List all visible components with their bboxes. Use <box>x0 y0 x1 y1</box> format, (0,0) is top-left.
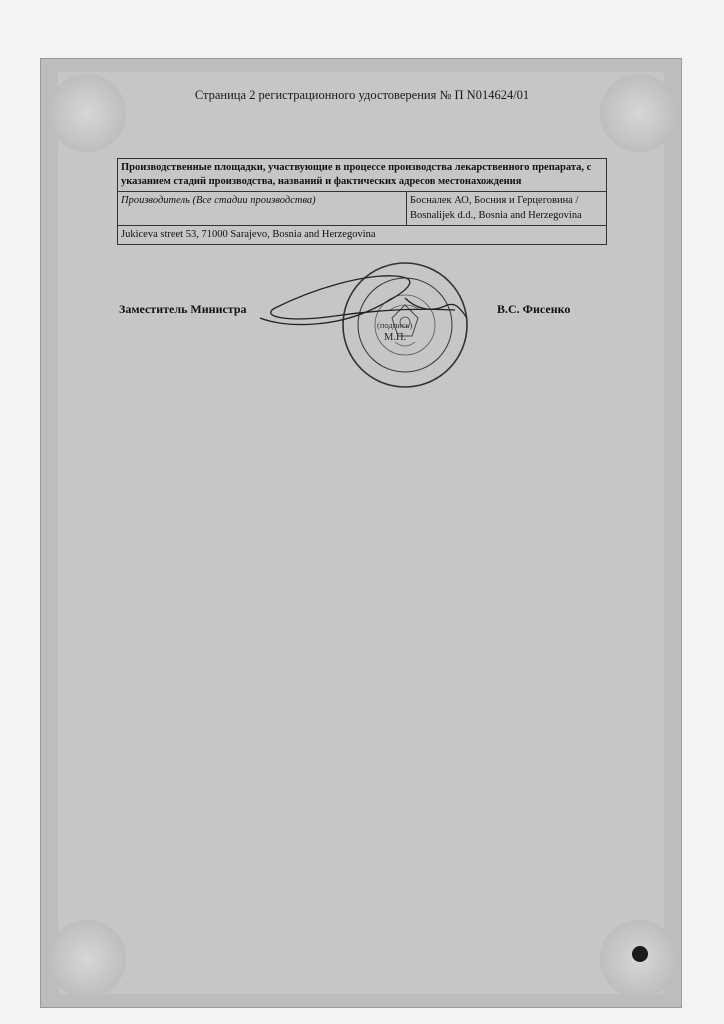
table-row <box>118 225 607 244</box>
table-row <box>118 192 607 225</box>
page-header: Страница 2 регистрационного удостоверения № П N014624/01 <box>194 88 530 102</box>
corner-ornament-top-left <box>48 74 126 152</box>
punch-hole <box>632 946 648 962</box>
table-row <box>118 159 607 192</box>
corner-ornament-top-right <box>600 74 678 152</box>
manufacturer-name: Босналек АО, Босния и Герцеговина / Bosnalijek d.d., Bosnia and Herzegovina <box>407 192 607 225</box>
signatory-position: Заместитель Министра <box>119 302 247 316</box>
seal-place-caption: М.П. <box>384 332 407 343</box>
corner-ornament-bottom-left <box>48 920 126 998</box>
handwritten-signature-icon <box>255 268 475 338</box>
production-sites-table <box>117 158 607 245</box>
signature-caption: (подпись) <box>377 320 413 330</box>
manufacturer-role: Производитель (Все стадии производства) <box>118 192 407 225</box>
table-heading: Производственные площадки, участвующие в процессе производства лекарственного препарата, с указанием стадий производства, названий и фактических адресов местонахождения <box>118 159 607 192</box>
signatory-name: В.С. Фисенко <box>497 302 571 316</box>
manufacturer-address: Jukiceva street 53, 71000 Sarajevo, Bosnia and Herzegovina <box>118 225 607 244</box>
